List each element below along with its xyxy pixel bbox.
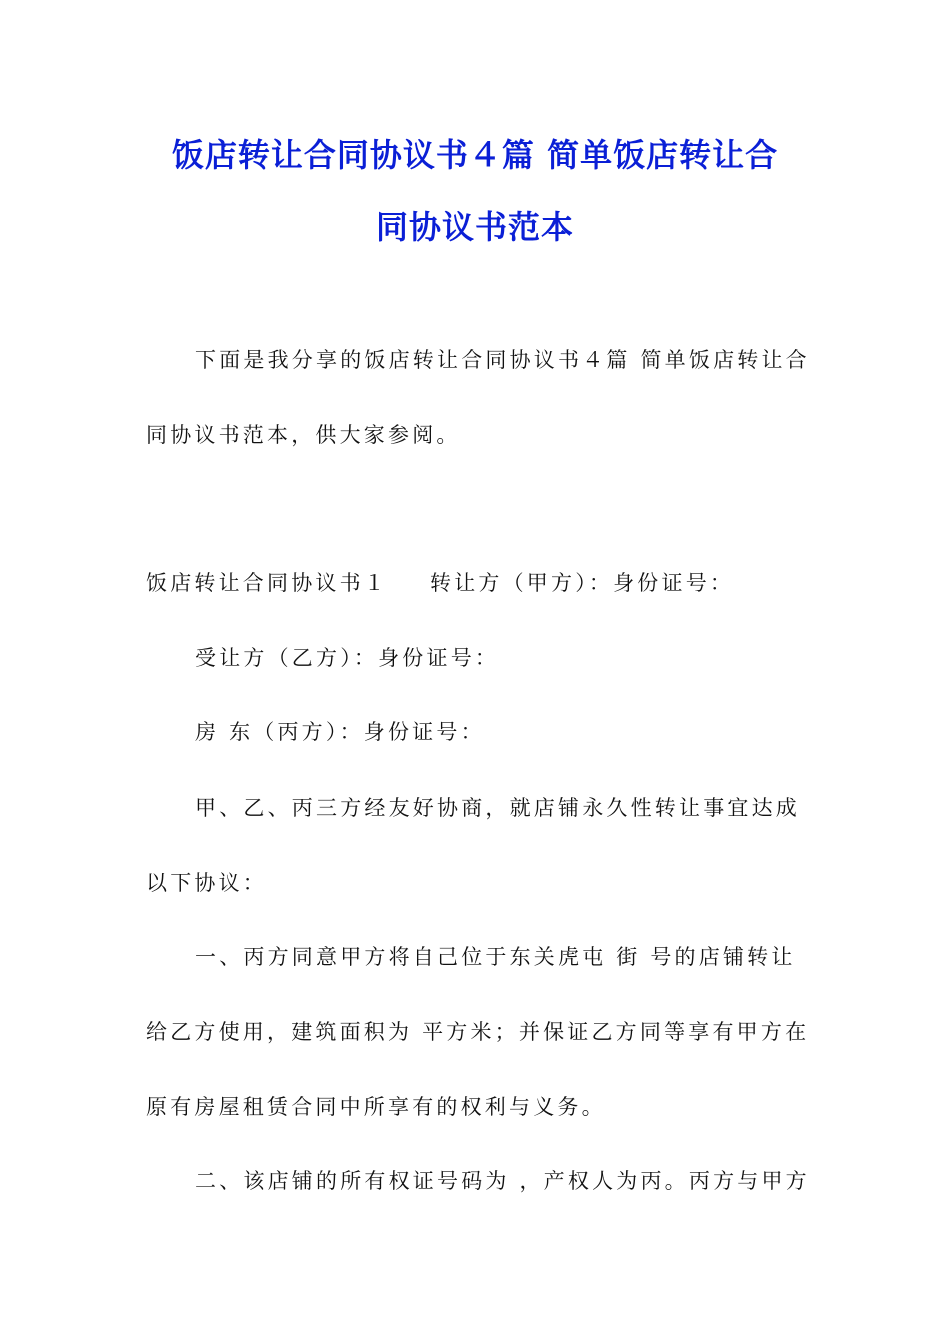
document-title-line-2: 同协议书范本 <box>375 208 574 246</box>
transferee-line: 受让方（乙方）：身份证号： <box>195 646 500 670</box>
paragraph-1-line-2: 以下协议： <box>146 871 267 895</box>
section-heading: 饭店转让合同协议书１ <box>146 571 388 595</box>
transferor-line: 转让方（甲方）：身份证号： <box>430 571 735 595</box>
paragraph-3-line-1: 二、该店铺的所有权证号码为 ，产权人为丙。丙方与甲方 <box>195 1169 810 1193</box>
intro-line-1: 下面是我分享的饭店转让合同协议书４篇 简单饭店转让合 <box>195 348 810 372</box>
intro-line-2: 同协议书范本，供大家参阅。 <box>146 423 461 447</box>
section-heading-row <box>146 568 734 598</box>
paragraph-2-line-3: 原有房屋租赁合同中所享有的权利与义务。 <box>146 1095 606 1119</box>
paragraph-1-line-1: 甲、乙、丙三方经友好协商，就店铺永久性转让事宜达成 <box>195 796 800 820</box>
document-title-line-1: 饭店转让合同协议书４篇 简单饭店转让合 <box>171 136 779 174</box>
landlord-line: 房 东（丙方）：身份证号： <box>195 720 485 744</box>
paragraph-2-line-1: 一、丙方同意甲方将自己位于东关虎屯 街 号的店铺转让 <box>195 945 796 969</box>
paragraph-2-line-2: 给乙方使用，建筑面积为 平方米；并保证乙方同等享有甲方在 <box>146 1020 810 1044</box>
